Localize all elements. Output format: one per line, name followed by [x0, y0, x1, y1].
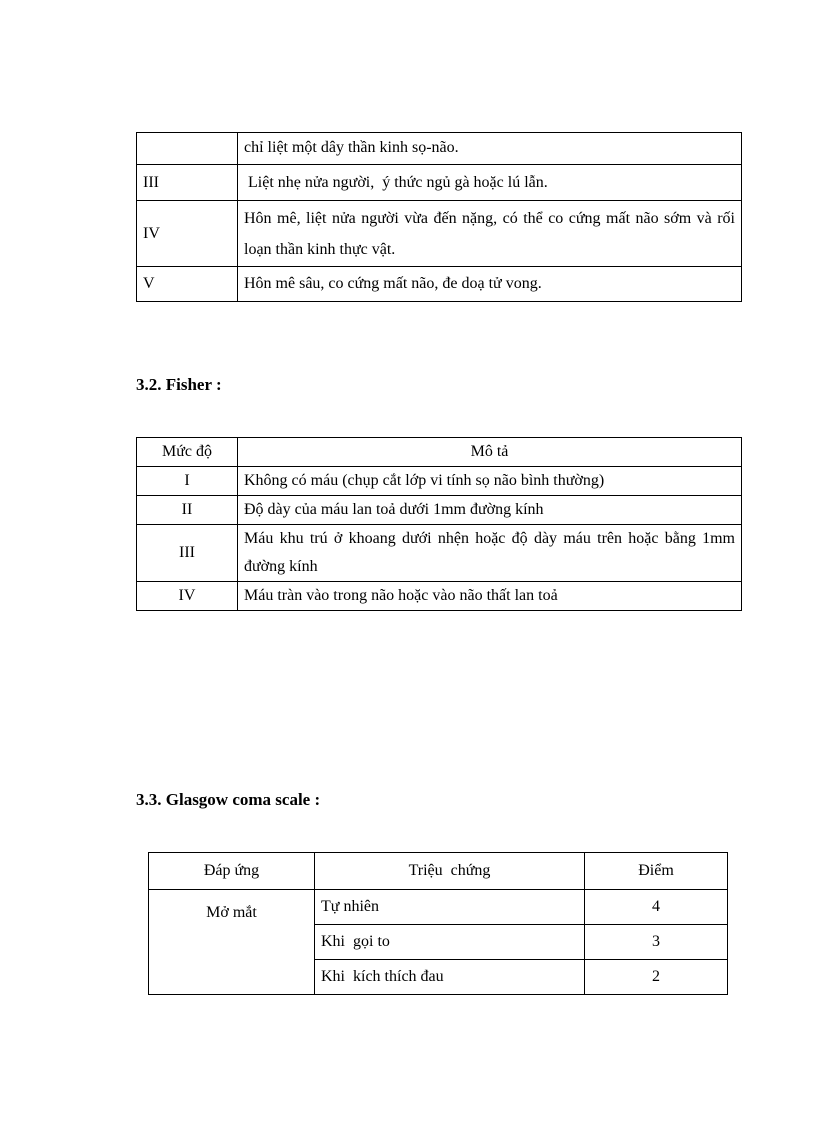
level-cell: IV [137, 582, 238, 611]
header-level: Mức độ [137, 438, 238, 467]
symptom-cell: Khi kích thích đau [315, 960, 585, 995]
description-cell: Liệt nhẹ nửa người, ý thức ngủ gà hoặc lú lẫn. [238, 165, 742, 201]
response-group-cell: Mở mắt [149, 890, 315, 995]
score-cell: 2 [585, 960, 728, 995]
fisher-heading: 3.2. Fisher : [136, 375, 222, 394]
symptom-cell: Tự nhiên [315, 890, 585, 925]
score-cell: 4 [585, 890, 728, 925]
grade-cell: III [137, 165, 238, 201]
symptom-cell: Khi gọi to [315, 925, 585, 960]
hunt-hess-table-continued [136, 132, 742, 302]
table-row [137, 582, 742, 611]
table-row [137, 525, 742, 582]
grade-cell: IV [137, 201, 238, 267]
table-header-row [149, 853, 728, 890]
table-row [137, 133, 742, 165]
table-row [137, 467, 742, 496]
description-cell: chỉ liệt một dây thần kinh sọ-não. [238, 133, 742, 165]
glasgow-heading: 3.3. Glasgow coma scale : [136, 790, 321, 809]
table-header-row [137, 438, 742, 467]
table-row [137, 201, 742, 267]
description-cell: Máu tràn vào trong não hoặc vào não thất lan toả [238, 582, 742, 611]
grade-cell [137, 133, 238, 165]
table-row [137, 165, 742, 201]
level-cell: III [137, 525, 238, 582]
table-row [137, 496, 742, 525]
description-cell: Máu khu trú ở khoang dưới nhện hoặc độ dày máu trên hoặc bằng 1mm đường kính [238, 525, 742, 582]
score-cell: 3 [585, 925, 728, 960]
table-row [149, 890, 728, 925]
level-cell: I [137, 467, 238, 496]
header-score: Điểm [585, 853, 728, 890]
description-cell: Hôn mê, liệt nửa người vừa đến nặng, có thể co cứng mất não sớm và rối loạn thần kinh thực vật. [238, 201, 742, 267]
description-cell: Độ dày của máu lan toả dưới 1mm đường kính [238, 496, 742, 525]
description-cell: Hôn mê sâu, co cứng mất não, đe doạ tử vong. [238, 267, 742, 302]
table-row [137, 267, 742, 302]
grade-cell: V [137, 267, 238, 302]
fisher-table [136, 437, 742, 611]
level-cell: II [137, 496, 238, 525]
header-symptom: Triệu chứng [315, 853, 585, 890]
header-response: Đáp ứng [149, 853, 315, 890]
header-description: Mô tả [238, 438, 742, 467]
glasgow-table [148, 852, 728, 995]
description-cell: Không có máu (chụp cắt lớp vi tính sọ não bình thường) [238, 467, 742, 496]
